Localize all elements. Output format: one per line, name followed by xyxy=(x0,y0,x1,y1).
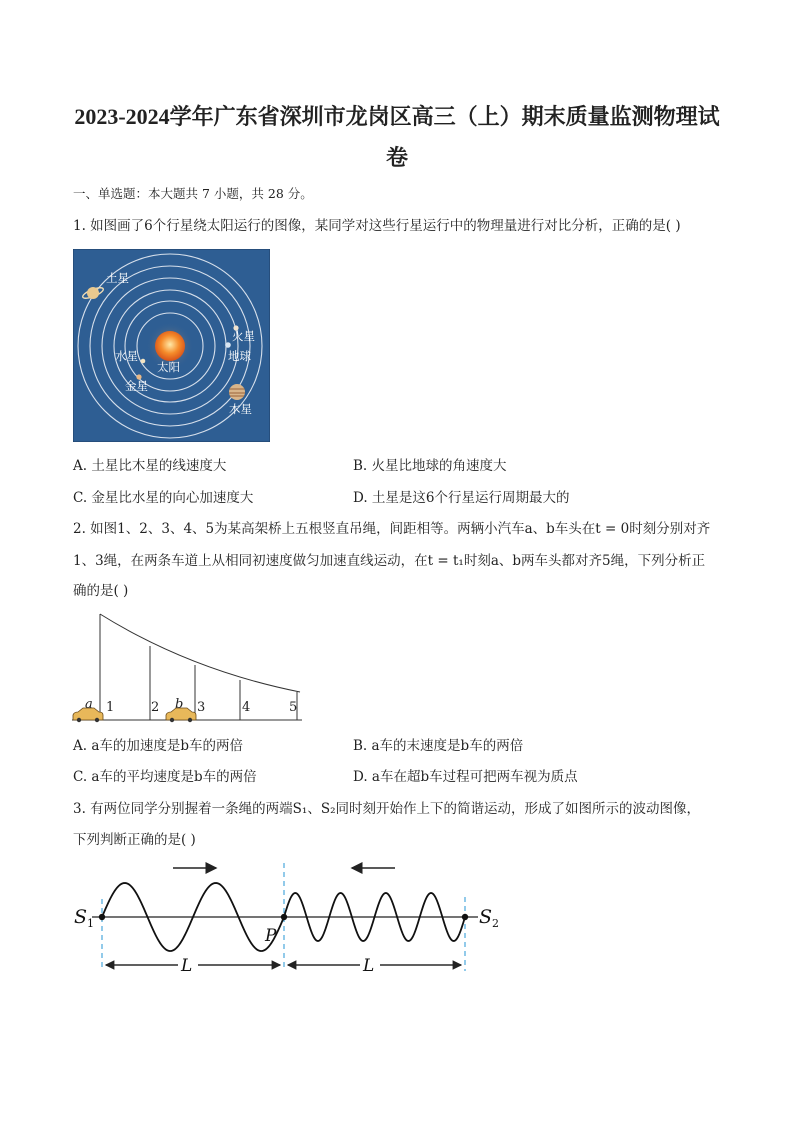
jupiter-icon xyxy=(229,384,245,400)
wave-figure xyxy=(70,855,510,980)
s2-label: S xyxy=(479,906,493,928)
q2-option-d: D. a车在超b车过程可把两车视为质点 xyxy=(353,769,578,785)
jupiter-label: 木星 xyxy=(229,402,252,416)
q1-option-b: B. 火星比地球的角速度大 xyxy=(353,458,507,474)
mars-label: 火星 xyxy=(232,329,255,343)
earth-icon xyxy=(225,342,231,348)
saturn-label: 土星 xyxy=(106,271,129,285)
q2-option-b: B. a车的末速度是b车的两倍 xyxy=(353,738,524,754)
car-b-label: b xyxy=(175,697,184,712)
l-right-label: L xyxy=(363,956,375,976)
p-point xyxy=(281,914,287,920)
car-a-label: a xyxy=(85,697,93,712)
q1-stem: 1. 如图画了6个行星绕太阳运行的图像，某同学对这些行星运行中的物理量进行对比分析，正确的是( ) xyxy=(73,218,681,234)
section-heading: 一、单选题：本大题共 7 小题，共 28 分。 xyxy=(73,186,313,201)
s1-point xyxy=(99,914,105,920)
mercury-label: 水星 xyxy=(115,349,138,363)
solar-system-figure xyxy=(73,249,270,442)
rope-5-label: 5 xyxy=(289,700,298,715)
bridge-ropes-figure xyxy=(70,610,310,725)
s1-subscript: 1 xyxy=(87,917,94,930)
rope-3-label: 3 xyxy=(197,700,206,715)
q2-stem-line3: 确的是( ) xyxy=(73,583,129,599)
q1-option-d: D. 土星是这6个行星运行周期最大的 xyxy=(353,490,570,506)
q1-option-c: C. 金星比水星的向心加速度大 xyxy=(73,490,254,506)
q2-option-a: A. a车的加速度是b车的两倍 xyxy=(73,738,244,754)
rope-4-label: 4 xyxy=(242,700,251,715)
sun-label: 太阳 xyxy=(157,360,180,374)
q2-stem-line2: 1、3绳，在两条车道上从相同初速度做匀加速直线运动，在t = t₁时刻a、b两车头都对齐5绳，下列分析正 xyxy=(73,553,706,569)
sun-icon xyxy=(155,331,185,361)
venus-label: 金星 xyxy=(125,379,148,393)
q3-stem-line1: 3. 有两位同学分别握着一条绳的两端S₁、S₂同时刻开始作上下的简谐运动，形成了如图所示的波动图像， xyxy=(73,801,700,817)
q1-option-a: A. 土星比木星的线速度大 xyxy=(73,458,227,474)
document-title-line1: 2023-2024学年广东省深圳市龙岗区高三（上）期末质量监测物理试 xyxy=(74,104,720,129)
q3-stem-line2: 下列判断正确的是( ) xyxy=(73,832,196,848)
mercury-icon xyxy=(141,359,146,364)
earth-label: 地球 xyxy=(228,349,251,363)
s2-subscript: 2 xyxy=(492,917,499,930)
rope-2-label: 2 xyxy=(151,700,160,715)
rope-1-label: 1 xyxy=(106,700,115,715)
q2-option-c: C. a车的平均速度是b车的两倍 xyxy=(73,769,257,785)
l-left-label: L xyxy=(181,956,193,976)
s2-point xyxy=(462,914,468,920)
s1-label: S xyxy=(74,906,88,928)
q2-stem-line1: 2. 如图1、2、3、4、5为某高架桥上五根竖直吊绳，间距相等。两辆小汽车a、b车头在t = 0时刻分别对齐 xyxy=(73,521,711,537)
p-label: P xyxy=(265,926,277,946)
document-title-line2: 卷 xyxy=(385,145,408,170)
